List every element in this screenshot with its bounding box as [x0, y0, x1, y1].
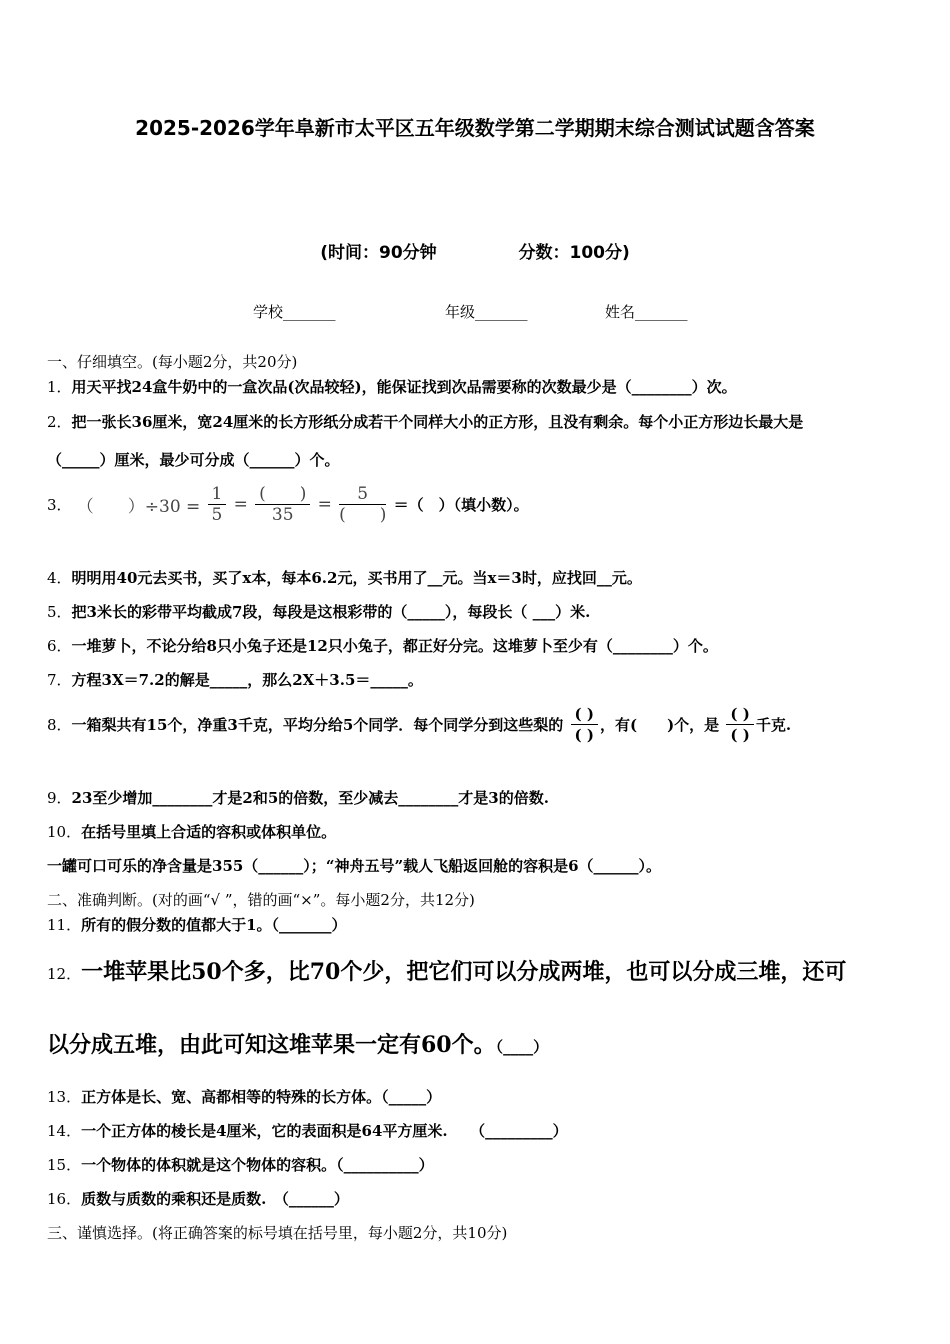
grade-field[interactable]: 年级_______: [445, 303, 528, 321]
section-3-heading: 三、谨慎选择。(将正确答案的标号填在括号里，每小题2分，共10分): [47, 1224, 508, 1242]
question-number: 16．: [47, 1190, 82, 1208]
question-11: [47, 914, 347, 935]
question-number: 6．: [47, 637, 72, 655]
question-12: [47, 955, 846, 986]
decimal-answer: ＝（ ）（填小数）。: [393, 496, 529, 514]
question-16: [47, 1188, 349, 1209]
question-text: 方程3X＝7.2的解是_____，那么2X＋3.5＝_____。: [71, 671, 423, 689]
question-5: [47, 601, 590, 622]
question-text: 正方体是长、宽、高都相等的特殊的长方体。（_____）: [81, 1088, 442, 1106]
question-number: 15．: [47, 1156, 82, 1174]
question-text: 所有的假分数的值都大于1。（_______）: [81, 916, 347, 934]
answer-blank: （____）: [495, 1038, 549, 1056]
question-text: 一堆苹果比50个多，比70个少，把它们可以分成两堆，也可以分成三堆，还可: [81, 959, 847, 985]
question-text: 一个物体的体积就是这个物体的容积。（__________）: [81, 1156, 434, 1174]
fraction-blank: [571, 704, 598, 745]
denominator: 5: [211, 505, 223, 525]
expression-lhs: （ ）÷30 =: [76, 497, 201, 517]
numerator: ( ): [571, 704, 598, 725]
denominator: 35: [271, 505, 294, 525]
fraction-blank: [726, 704, 753, 745]
question-number: 9．: [47, 789, 72, 807]
fraction-one-fifth: [208, 484, 227, 525]
question-number: 8．: [47, 716, 72, 734]
question-number: 1．: [47, 378, 72, 396]
question-text: 以分成五堆，由此可知这堆苹果一定有60个。: [47, 1032, 496, 1058]
question-number: 3．: [47, 496, 72, 514]
question-number: 11．: [47, 916, 82, 934]
numerator: 1: [208, 484, 227, 505]
fraction-five-over-blank: [339, 484, 386, 525]
question-number: 2．: [47, 413, 72, 431]
document-title: 2025-2026学年阜新市太平区五年级数学第二学期期末综合测试试题含答案: [135, 116, 815, 140]
question-text: 23至少增加________才是2和5的倍数，至少减去________才是3的倍数.: [71, 789, 549, 807]
question-number: 10．: [47, 823, 82, 841]
question-number: 13．: [47, 1088, 82, 1106]
numerator: ( ): [255, 484, 310, 505]
question-15: [47, 1154, 434, 1175]
question-text: 一堆萝卜，不论分给8只小兔子还是12只小兔子，都正好分完。这堆萝卜至少有（________）个。: [71, 637, 718, 655]
question-8: [47, 704, 791, 745]
exam-subtitle: [0, 238, 950, 263]
question-14: [47, 1120, 568, 1141]
question-9: [47, 787, 549, 808]
question-10: [47, 821, 336, 842]
name-field[interactable]: 姓名_______: [605, 303, 688, 321]
score-label: 分数：100分): [518, 243, 630, 263]
equals-sign: =: [233, 494, 248, 515]
question-text-middle: ，有( )个，是: [599, 716, 720, 734]
question-12-line-2: [47, 1028, 548, 1059]
denominator: ( ): [730, 726, 750, 744]
denominator: ( ): [339, 505, 387, 525]
question-text-end: 千克.: [755, 716, 792, 734]
question-text: 把3米长的彩带平均截成7段，每段是这根彩带的（_____），每段长（ ___）米.: [71, 603, 591, 621]
question-3: [47, 484, 529, 525]
question-6: [47, 635, 718, 656]
numerator: ( ): [726, 704, 753, 725]
question-13: [47, 1086, 441, 1107]
question-10-line-2: 一罐可口可乐的净含量是355（______）；“神舟五号”载人飞船返回舱的容积是6（______）。: [47, 857, 662, 875]
question-2-line-2: （_____）厘米，最少可分成（______）个。: [47, 451, 340, 469]
question-text: 把一张长36厘米，宽24厘米的长方形纸分成若干个同样大小的正方形，且没有剩余。每个小正方形边长最大是: [71, 413, 804, 431]
question-text: 质数与质数的乘积还是质数. （______）: [81, 1190, 349, 1208]
school-field[interactable]: 学校_______: [253, 303, 336, 321]
question-text: 明明用40元去买书，买了x本，每本6.2元，买书用了__元。当x＝3时，应找回__元。: [71, 569, 642, 587]
question-1: [47, 376, 737, 397]
time-label: (时间：90分钟: [320, 243, 437, 263]
fraction-over-35: [255, 484, 310, 525]
numerator: 5: [339, 484, 386, 505]
section-2-heading: 二、准确判断。(对的画“√ ”，错的画“×”。每小题2分，共12分): [47, 891, 475, 909]
section-1-heading: 一、仔细填空。(每小题2分，共20分): [47, 353, 298, 371]
denominator: ( ): [574, 726, 594, 744]
question-number: 12．: [47, 965, 82, 983]
question-text: 一个正方体的棱长是4厘米，它的表面积是64平方厘米. （_________）: [81, 1122, 568, 1140]
question-number: 7．: [47, 671, 72, 689]
equals-sign: =: [317, 494, 332, 515]
question-text: 一箱梨共有15个，净重3千克，平均分给5个同学．每个同学分到这些梨的: [71, 716, 564, 734]
question-number: 4．: [47, 569, 72, 587]
question-number: 14．: [47, 1122, 82, 1140]
question-text: 用天平找24盒牛奶中的一盒次品(次品较轻)，能保证找到次品需要称的次数最少是（________）次。: [71, 378, 737, 396]
question-2: [47, 411, 803, 432]
question-number: 5．: [47, 603, 72, 621]
question-7: [47, 669, 423, 690]
question-text: 在括号里填上合适的容积或体积单位。: [81, 823, 337, 841]
question-4: [47, 567, 642, 588]
